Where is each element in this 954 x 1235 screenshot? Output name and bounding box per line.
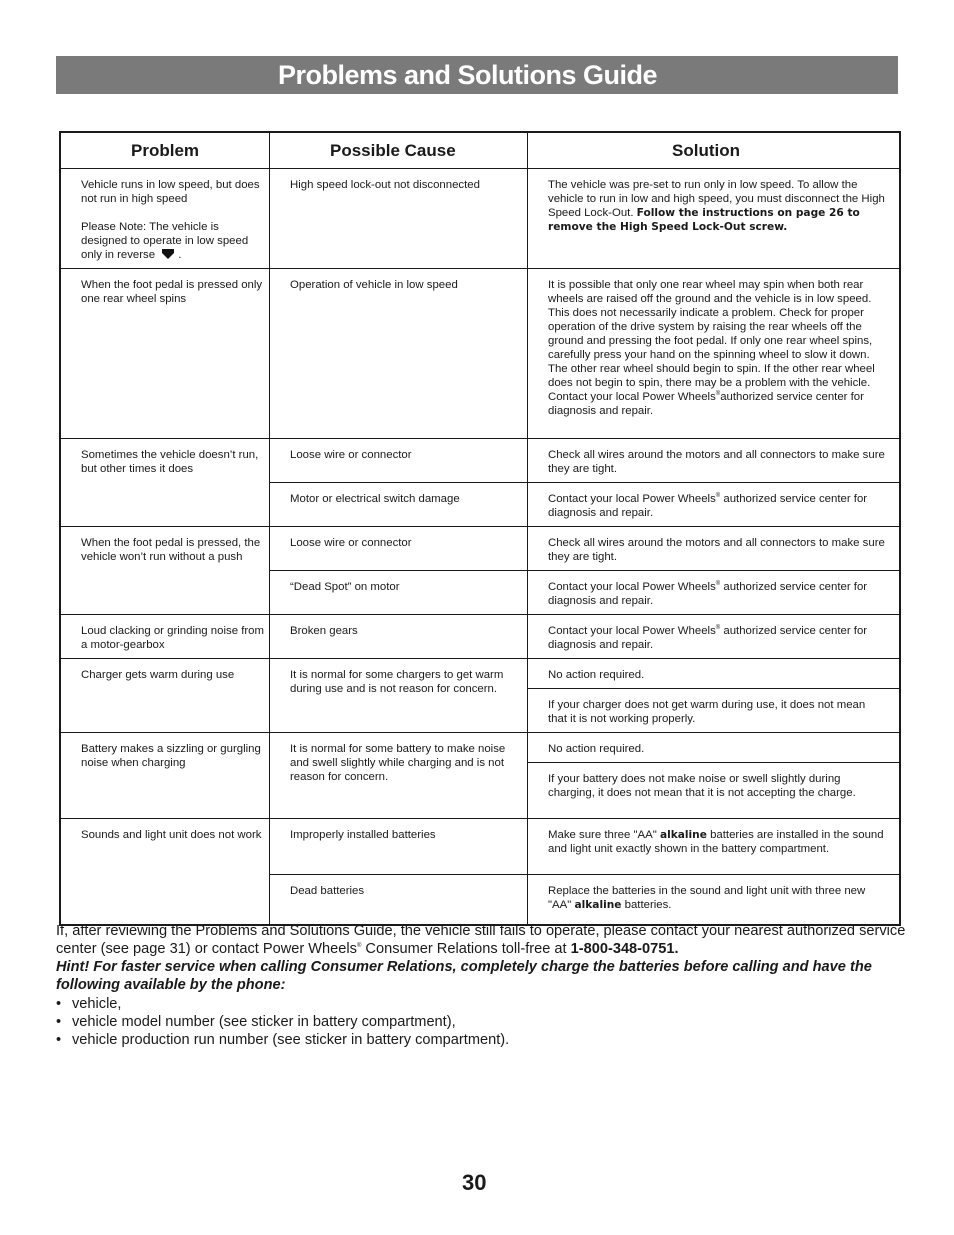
- contact-paragraph: If, after reviewing the Problems and Solutions Guide, the vehicle still fails to operate, please contact your nearest authorized service center (see page 31) or contact Power Wheels® Consumer Relations toll-free at 1-800-348-0751.: [56, 923, 906, 957]
- table-row: [60, 615, 900, 659]
- page-number: 30: [462, 1170, 487, 1195]
- problem-cell: Loud clacking or grinding noise from a motor-gearbox: [60, 615, 270, 659]
- page-title: Problems and Solutions Guide: [278, 60, 658, 90]
- cause-cell: Dead batteries: [270, 875, 528, 925]
- solution-cell: The vehicle was pre-set to run only in low speed. To allow the vehicle to run in low and high speed, you must disconnect the High Speed Lock-Out. Follow the instructions on page 26 to remove the High Speed Lock-Out screw.: [528, 169, 901, 269]
- checklist: [56, 995, 906, 1049]
- phone-number: 1-800-348-0751.: [570, 941, 679, 957]
- problem-cell: When the foot pedal is pressed, the vehicle won’t run without a push: [60, 527, 270, 615]
- header-problem: Problem: [60, 132, 270, 169]
- cause-cell: High speed lock-out not disconnected: [270, 169, 528, 269]
- solution-cell: Check all wires around the motors and all connectors to make sure they are tight.: [528, 527, 901, 571]
- solution-cell: If your battery does not make noise or swell slightly during charging, it does not mean that it is not accepting the charge.: [528, 763, 901, 819]
- cause-cell: It is normal for some battery to make noise and swell slightly while charging and is not reason for concern.: [270, 733, 528, 819]
- cause-cell: Loose wire or connector: [270, 439, 528, 483]
- cause-cell: Motor or electrical switch damage: [270, 483, 528, 527]
- table-row: [60, 527, 900, 571]
- table-row: [60, 659, 900, 689]
- problem-cell: Charger gets warm during use: [60, 659, 270, 733]
- solution-cell: Contact your local Power Wheels® authorized service center for diagnosis and repair.: [528, 615, 901, 659]
- solution-cell: No action required.: [528, 733, 901, 763]
- cause-cell: Improperly installed batteries: [270, 819, 528, 875]
- solution-cell: Contact your local Power Wheels® authorized service center for diagnosis and repair.: [528, 571, 901, 615]
- cause-cell: It is normal for some chargers to get warm during use and is not reason for concern.: [270, 659, 528, 733]
- table-row: [60, 269, 900, 439]
- solution-cell: Contact your local Power Wheels® authorized service center for diagnosis and repair.: [528, 483, 901, 527]
- table-row: [60, 439, 900, 483]
- table-header-row: [60, 132, 900, 169]
- problem-cell: Vehicle runs in low speed, but does not run in high speed Please Note: The vehicle is designed to operate in low speed only in reverse .: [60, 169, 270, 269]
- list-item: • vehicle,: [56, 995, 906, 1013]
- table-row: [60, 819, 900, 875]
- hint-text: Hint! For faster service when calling Consumer Relations, completely charge the batteries before calling and have the following available by the phone:: [56, 959, 872, 993]
- table-row: [60, 733, 900, 763]
- list-item: • vehicle model number (see sticker in battery compartment),: [56, 1013, 906, 1031]
- cause-cell: Operation of vehicle in low speed: [270, 269, 528, 439]
- problem-cell: When the foot pedal is pressed only one rear wheel spins: [60, 269, 270, 439]
- problem-cell: Sometimes the vehicle doesn’t run, but other times it does: [60, 439, 270, 527]
- reverse-arrow-icon: [161, 248, 175, 260]
- problem-cell: Sounds and light unit does not work: [60, 819, 270, 925]
- list-item: • vehicle production run number (see sticker in battery compartment).: [56, 1031, 906, 1049]
- header-possible-cause: Possible Cause: [270, 132, 528, 169]
- solution-cell: Replace the batteries in the sound and light unit with three new "AA" alkaline batteries.: [528, 875, 901, 925]
- solution-cell: Make sure three "AA" alkaline batteries are installed in the sound and light unit exactly shown in the battery compartment.: [528, 819, 901, 875]
- solution-cell: It is possible that only one rear wheel may spin when both rear wheels are raised off the ground and the vehicle is in low speed. This does not necessarily indicate a problem. Check for proper operation of the drive system by raising the rear wheels off the ground and pressing the foot pedal. If only one rear wheel spins, carefully press your hand on the spinning wheel to slow it down. The other rear wheel should begin to spin. If the other rear wheel does not begin to spin, there may be a problem with the vehicle. Contact your local Power Wheels®authorized service center for diagnosis and repair.: [528, 269, 901, 439]
- solution-cell: If your charger does not get warm during use, it does not mean that it is not working properly.: [528, 689, 901, 733]
- title-bar: [56, 56, 898, 94]
- cause-cell: Broken gears: [270, 615, 528, 659]
- footer-notes: [56, 922, 906, 1049]
- cause-cell: Loose wire or connector: [270, 527, 528, 571]
- header-solution: Solution: [528, 132, 901, 169]
- table-row: [60, 169, 900, 269]
- solution-cell: No action required.: [528, 659, 901, 689]
- cause-cell: “Dead Spot” on motor: [270, 571, 528, 615]
- solution-cell: Check all wires around the motors and all connectors to make sure they are tight.: [528, 439, 901, 483]
- problem-cell: Battery makes a sizzling or gurgling noise when charging: [60, 733, 270, 819]
- problems-solutions-table: [59, 131, 901, 926]
